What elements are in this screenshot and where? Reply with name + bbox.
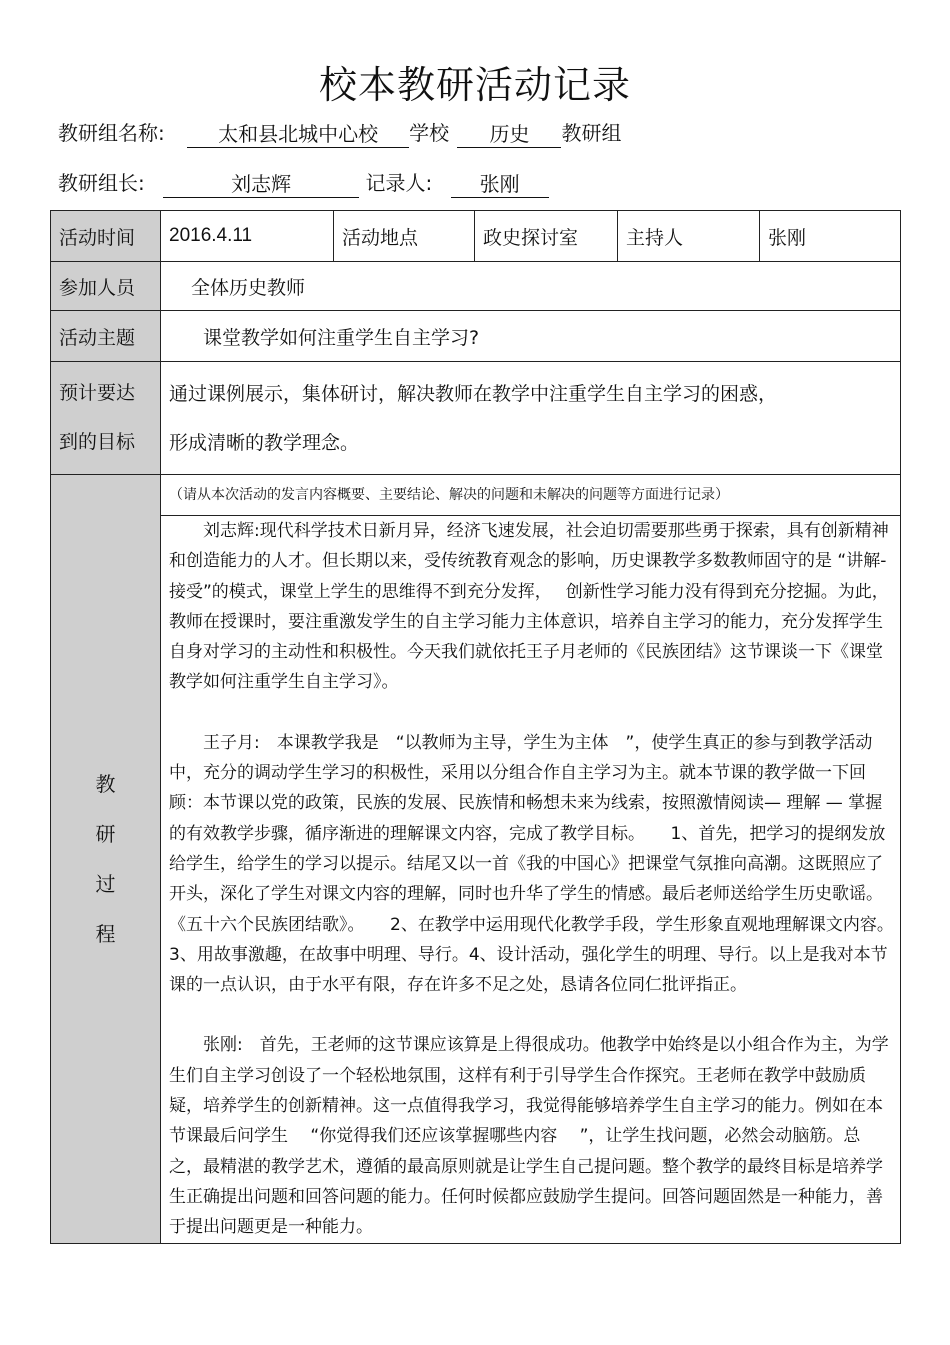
page-title: 校本教研活动记录 bbox=[318, 63, 631, 107]
goal-label-line-1: 预计要达 bbox=[59, 382, 136, 404]
process-note: （请从本次活动的发言内容概要、主要结论、解决的问题和未解决的问题等方面进行记录） bbox=[161, 475, 901, 516]
participants-row bbox=[51, 262, 901, 311]
leader-label: 教研组长: bbox=[58, 171, 145, 195]
time-value: 2016.4.11 bbox=[161, 211, 334, 262]
school-suffix: 学校 bbox=[409, 121, 450, 145]
topic-value: 课堂教学如何注重学生自主学习? bbox=[161, 311, 901, 362]
goal-value bbox=[161, 362, 901, 475]
process-label bbox=[51, 475, 161, 1244]
place-value: 政史探讨室 bbox=[475, 211, 618, 262]
leader-info-line bbox=[58, 168, 549, 198]
goal-row bbox=[51, 362, 901, 475]
recorder-value: 张刚 bbox=[451, 171, 549, 198]
place-label: 活动地点 bbox=[334, 211, 475, 262]
process-label-char: 程 bbox=[95, 921, 116, 946]
leader-value: 刘志辉 bbox=[163, 171, 359, 198]
participants-value: 全体历史教师 bbox=[161, 262, 901, 311]
host-value: 张刚 bbox=[760, 211, 901, 262]
process-note-row bbox=[51, 475, 901, 516]
goal-label-line-2: 到的目标 bbox=[59, 431, 136, 453]
group-suffix: 教研组 bbox=[561, 121, 622, 145]
host-label: 主持人 bbox=[618, 211, 760, 262]
recorder-label: 记录人: bbox=[365, 171, 433, 195]
speech-liu: 刘志辉:现代科学技术日新月异，经济飞速发展，社会迫切需要那些勇于探索，具有创新精神和创造能力的人才。但长期以来，受传统教育观念的影响，历史课教学多数教师固守的是 “讲解-接受”的模式，课堂上学生的思维得不到充分发挥， 创新性学习能力没有得到充分挖掘。为此，教师在授课时，要注重激发学生的自主学习能力主体意识，培养自主学习的能力，充分发挥学生自身对学习的主动性和积极性。今天我们就依托王子月老师的《民族团结》这节课谈一下《课堂教学如何注重学生自主学习》。 bbox=[169, 521, 889, 693]
time-label: 活动时间 bbox=[51, 211, 161, 262]
group-name-label: 教研组名称: bbox=[58, 121, 165, 145]
school-value: 太和县北城中心校 bbox=[187, 121, 409, 148]
subject-value: 历史 bbox=[457, 121, 561, 148]
goal-line-1: 通过课例展示，集体研讨，解决教师在教学中注重学生自主学习的困惑， bbox=[169, 383, 778, 405]
process-label-char: 过 bbox=[95, 871, 116, 896]
group-info-line bbox=[58, 118, 621, 148]
process-body-row bbox=[51, 516, 901, 1244]
record-table bbox=[50, 210, 920, 1244]
topic-label: 活动主题 bbox=[51, 311, 161, 362]
goal-label bbox=[51, 362, 161, 475]
goal-line-2: 形成清晰的教学理念。 bbox=[169, 432, 360, 454]
time-row bbox=[51, 211, 901, 262]
process-label-char: 教 bbox=[95, 771, 116, 796]
participants-label: 参加人员 bbox=[51, 262, 161, 311]
process-body bbox=[161, 516, 920, 1244]
topic-row bbox=[51, 311, 901, 362]
speech-wang: 王子月: 本课教学我是 “以教师为主导，学生为主体 ”，使学生真正的参与到教学活动中，充分的调动学生学习的积极性，采用以分组合作自主学习为主。就本节课的教学做一下回顾：本节课以党的政策，民族的发展、民族情和畅想未来为线索，按照激情阅读— 理解 — 掌握的有效教学步骤，循序渐进的理解课文内容，完成了教学目标。 1、首先，把学习的提纲发放给学生，给学生的学习以提示。结尾又以一首《我的中国心》把课堂气氛推向高潮。这既照应了开头，深化了学生对课文内容的理解，同时也升华了学生的情感。最后老师送给学生历史歌谣。《五十六个民族团结歌》。 2、在教学中运用现代化教学手段，学生形象直观地理解课文内容。 3、用故事激趣，在故事中明理、导行。4、设计活动，强化学生的明理、导行。以上是我对本节课的一点认识，由于水平有限，存在许多不足之处，恳请各位同仁批评指正。 bbox=[169, 732, 920, 996]
speech-zhang: 张刚: 首先，王老师的这节课应该算是上得很成功。他教学中始终是以小组合作为主，为学生们自主学习创设了一个轻松地氛围，这样有利于引导学生合作探究。王老师在教学中鼓励质疑，培养学生的创新精神。这一点值得我学习，我觉得能够培养学生自主学习的能力。例如在本节课最后问学生 “你觉得我们还应该掌握哪些内容 ”，让学生找问题，必然会动脑筋。总之，最精湛的教学艺术，遵循的最高原则就是让学生自己提问题。整个教学的最终目标是培养学生正确提出问题和回答问题的能力。任何时候都应鼓励学生提问。回答问题固然是一种能力，善于提出问题更是一种能力。 bbox=[169, 1035, 889, 1238]
process-label-char: 研 bbox=[95, 821, 116, 846]
